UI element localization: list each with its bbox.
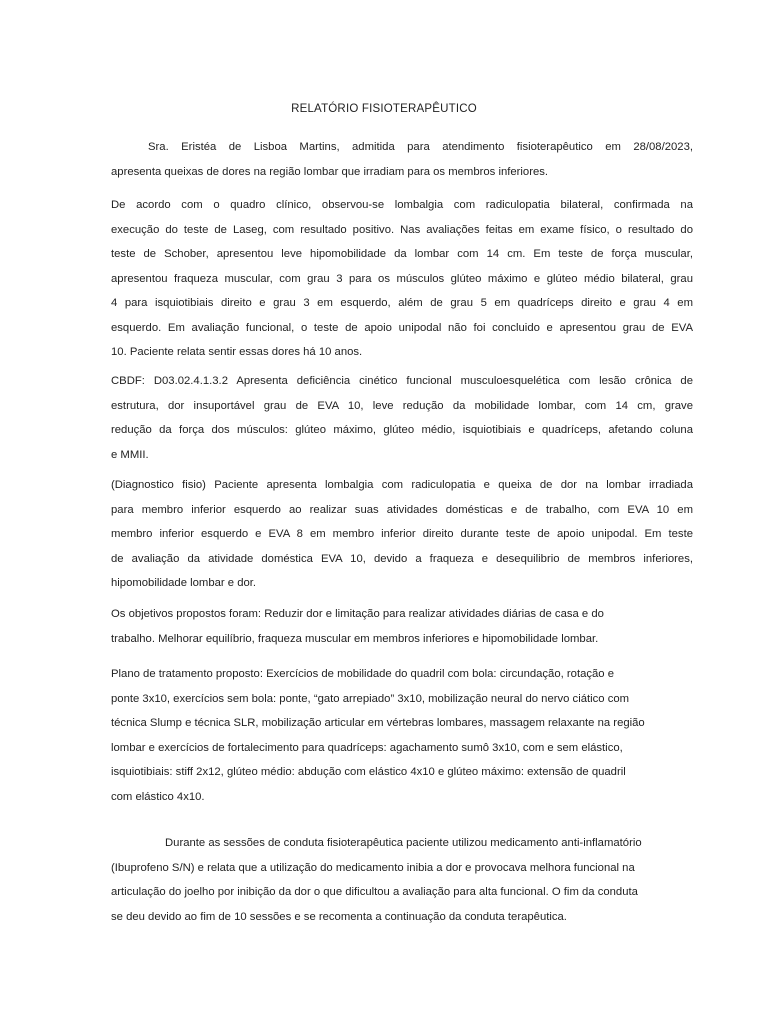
paragraph-line: redução da força dos músculos: glúteo máximo, glúteo médio, isquiotibiais e quadríceps, afetando coluna	[111, 424, 693, 436]
paragraph-line: apresenta queixas de dores na região lombar que irradiam para os membros inferiores.	[111, 165, 549, 178]
paragraph-conclusion	[111, 831, 693, 929]
paragraph-objectives	[111, 602, 693, 651]
paragraph-admission	[111, 135, 693, 184]
paragraph-treatment-plan	[111, 662, 693, 809]
paragraph-diagnosis	[111, 473, 693, 596]
paragraph-line: de avaliação da atividade doméstica EVA 10, devido a fraqueza e desequilibrio de membros inferiores,	[111, 552, 693, 565]
paragraph-line: teste de Schober, apresentou leve hipomobilidade da lombar com 14 cm. Em teste de força muscular,	[111, 248, 693, 260]
paragraph-line: membro inferior esquerdo e EVA 8 em membro inferior direito durante teste de apoio unipodal. Em teste	[111, 528, 693, 540]
paragraph-line: Plano de tratamento proposto: Exercícios de mobilidade do quadril com bola: circundação, rotação e	[111, 668, 615, 680]
paragraph-line: lombar e exercícios de fortalecimento para quadríceps: agachamento sumô 3x10, com e sem elástico,	[111, 741, 623, 754]
paragraph-line: hipomobilidade lombar e dor.	[111, 577, 257, 589]
paragraph-line: Os objetivos propostos foram: Reduzir dor e limitação para realizar atividades diárias de casa e do	[111, 608, 604, 620]
paragraph-line: 10. Paciente relata sentir essas dores há 10 anos.	[111, 346, 363, 358]
paragraph-clinical-findings	[111, 193, 693, 365]
paragraph-line: Sra. Eristéa de Lisboa Martins, admitida para atendimento fisioterapêutico em 28/08/2023,	[148, 141, 693, 153]
paragraph-line: articulação do joelho por inibição da dor o que dificultou a avaliação para alta funcional. O fim da conduta	[111, 886, 638, 898]
paragraph-cbdf	[111, 369, 693, 467]
paragraph-line: 4 para isquiotibiais direito e grau 3 em esquerdo, além de grau 5 em quadríceps direito e grau 4 em	[111, 297, 693, 309]
paragraph-line: ponte 3x10, exercícios sem bola: ponte, “gato arrepiado” 3x10, mobilização neural do nervo ciático com	[111, 692, 630, 705]
paragraph-line: Durante as sessões de conduta fisioterapêutica paciente utilizou medicamento anti-inflamatório	[165, 837, 642, 849]
paragraph-line: apresentou fraqueza muscular, com grau 3 para os músculos glúteo máximo e glúteo médio bilateral, grau	[111, 272, 693, 285]
paragraph-line: isquiotibiais: stiff 2x12, glúteo médio: abdução com elástico 4x10 e glúteo máximo: extensão de quadril	[111, 766, 626, 778]
paragraph-line: com elástico 4x10.	[111, 790, 205, 803]
paragraph-line: (Ibuprofeno S/N) e relata que a utilização do medicamento inibia a dor e provocava melhora funcional na	[111, 861, 635, 874]
paragraph-line: esquerdo. Em avaliação funcional, o teste de apoio unipodal não foi concluido e apresentou grau de EVA	[111, 321, 693, 334]
paragraph-line: técnica Slump e técnica SLR, mobilização articular em vértebras lombares, massagem relaxante na região	[111, 717, 645, 729]
paragraph-line: para membro inferior esquerdo ao realizar suas atividades domésticas e de trabalho, com EVA 10 em	[111, 503, 693, 516]
paragraph-line: CBDF: D03.02.4.1.3.2 Apresenta deficiência cinético funcional musculoesquelética com lesão crônica de	[111, 375, 693, 387]
paragraph-line: estrutura, dor insuportável grau de EVA 10, leve redução da mobilidade lombar, com 14 cm, grave	[111, 399, 693, 412]
document-title: RELATÓRIO FISIOTERAPÊUTICO	[291, 103, 477, 115]
paragraph-line: (Diagnostico fisio) Paciente apresenta lombalgia com radiculopatia e queixa de dor na lombar irradiada	[111, 479, 693, 491]
paragraph-line: se deu devido ao fim de 10 sessões e se recomenta a continuação da conduta terapêutica.	[111, 910, 567, 923]
paragraph-line: execução do teste de Laseg, com resultado positivo. Nas avaliações feitas em exame físico, o resultado do	[111, 223, 693, 236]
paragraph-line: e MMII.	[111, 448, 149, 461]
paragraph-line: De acordo com o quadro clínico, observou-se lombalgia com radiculopatia bilateral, confirmada na	[111, 199, 693, 211]
paragraph-line: trabalho. Melhorar equilíbrio, fraqueza muscular em membros inferiores e hipomobilidade lombar.	[111, 632, 599, 645]
